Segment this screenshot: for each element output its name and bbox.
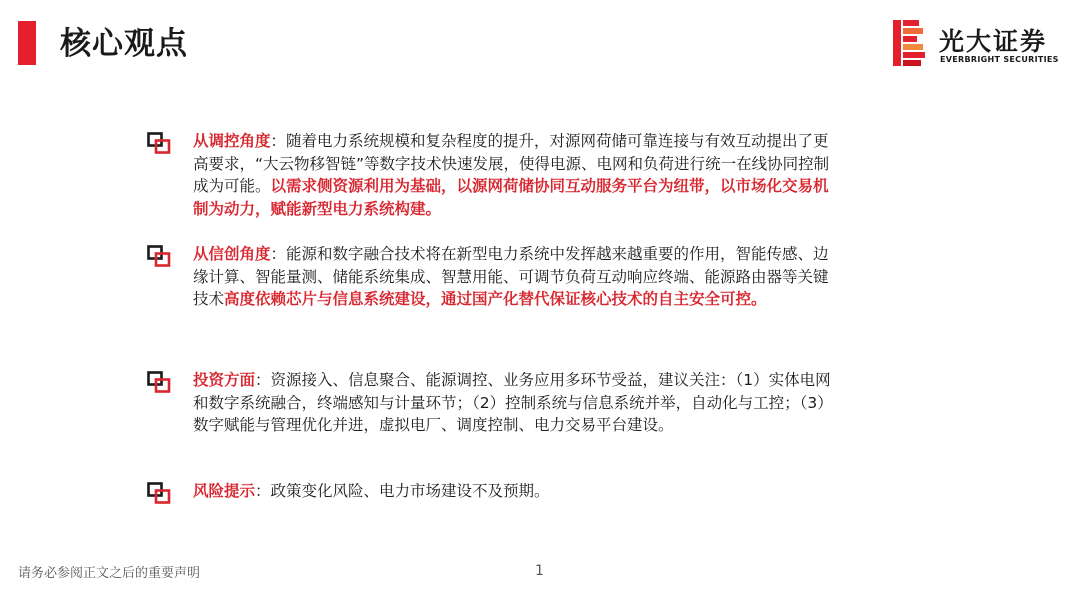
- bullet-text: [193, 369, 833, 437]
- bullet-body: ：政策变化风险、电力市场建设不及预期。: [255, 482, 550, 500]
- footer-disclaimer: 请务必参阅正文之后的重要声明: [18, 566, 201, 581]
- everbright-logo-icon: [893, 20, 927, 66]
- bullet-body: ：随着电力系统规模和复杂程度的提升，对源网荷储可靠连接与有效互动提出了更高要求，“大云物移智链”等数字技术快速发展，使得电源、电网和负荷进行统一在线协同控制成为可能。: [193, 132, 830, 195]
- bullet-text: [193, 243, 833, 311]
- bullet-square-icon: [147, 371, 171, 393]
- bullet-label: 投资方面: [193, 371, 256, 389]
- bullet-label: 从信创角度: [193, 245, 271, 263]
- page-title: 核心观点: [60, 26, 188, 62]
- bullet-body: ：能源和数字融合技术将在新型电力系统中发挥越来越重要的作用，智能传感、边缘计算、智能量测、储能系统集成、智慧用能、可调节负荷互动响应终端、能源路由器等关键技术: [193, 245, 829, 308]
- title-accent-bar: [18, 21, 36, 65]
- bullet-highlight: 高度依赖芯片与信息系统建设，通过国产化替代保证核心技术的自主安全可控。: [224, 290, 767, 308]
- bullet-highlight: 以需求侧资源利用为基础，以源网荷储协同互动服务平台为纽带，以市场化交易机制为动力，赋能新型电力系统构建。: [193, 177, 829, 218]
- page-number: 1: [535, 563, 544, 579]
- bullet-square-icon: [147, 245, 171, 267]
- everbright-logo: [893, 20, 1068, 70]
- bullet-body: ：资源接入、信息聚合、能源调控、业务应用多环节受益，建议关注：（1）实体电网和数字系统融合，终端感知与计量环节；（2）控制系统与信息系统并举，自动化与工控；（3）数字赋能与管理优化并进，虚拟电厂、调度控制、电力交易平台建设。: [193, 371, 833, 434]
- bullet-text: [193, 480, 833, 503]
- bullet-label: 风险提示: [193, 482, 256, 500]
- bullet-square-icon: [147, 132, 171, 154]
- bullet-square-icon: [147, 482, 171, 504]
- logo-name-en: EVERBRIGHT SECURITIES: [940, 55, 1059, 64]
- logo-name-cn: 光大证券: [939, 27, 1048, 56]
- bullet-label: 从调控角度: [193, 132, 271, 150]
- bullet-text: [193, 130, 833, 220]
